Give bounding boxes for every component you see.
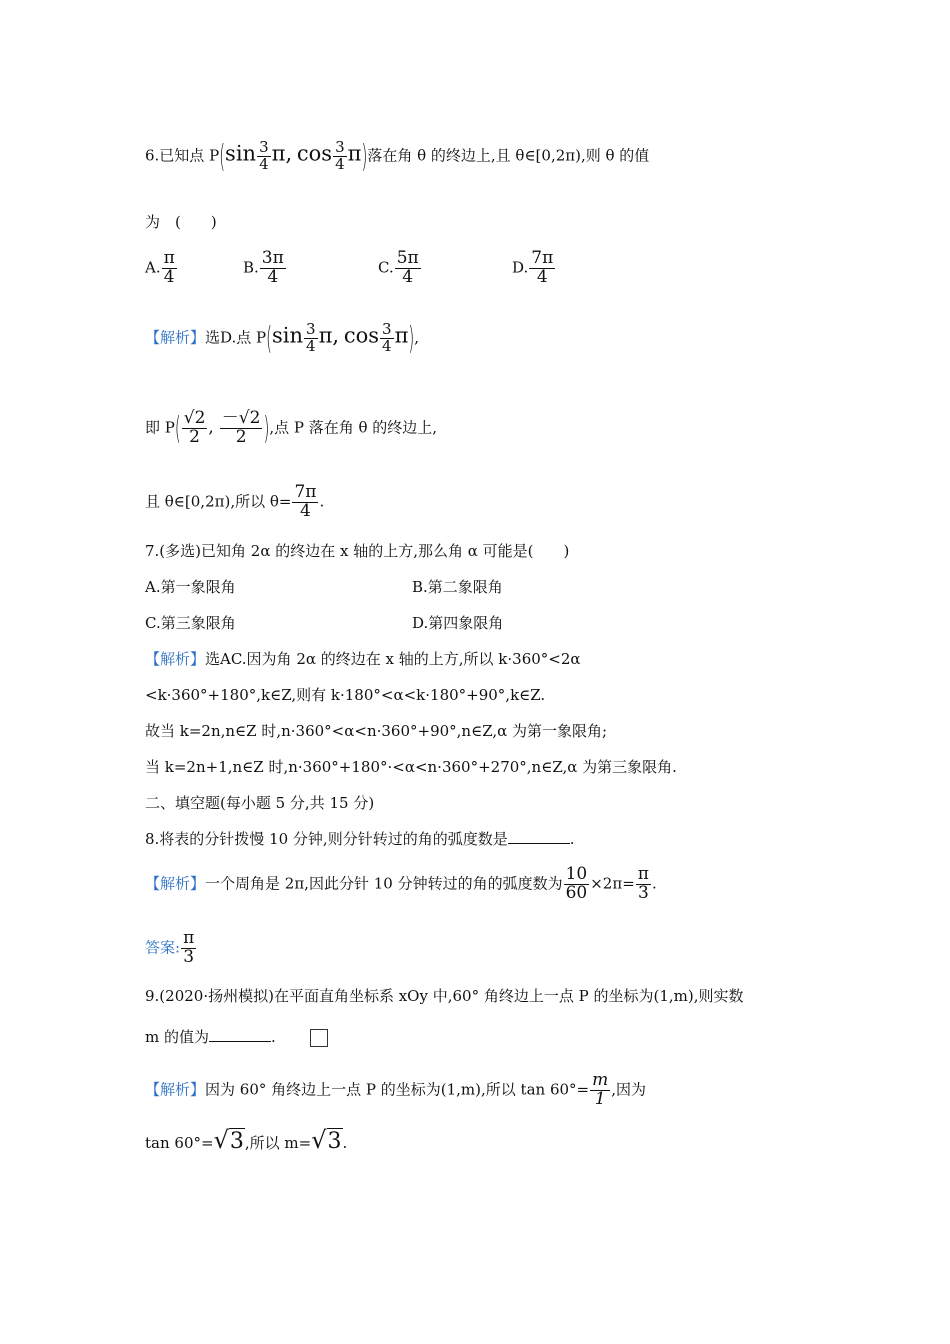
q6-cos: cos [296,141,333,166]
q7-analysis-line3: 故当 k=2n,n∈Z 时,n·360°<α<n·360°+90°,n∈Z,α 为第一象限角; [145,722,608,740]
checkbox-icon [310,1029,328,1047]
fraction: $\frac{3}{4}$ [259,138,269,173]
q6-option-a: A. $\frac{\pi}{4}$ [145,248,175,287]
q7-option-b: B.第二象限角 [412,578,503,596]
fraction: $\frac{3}{4}$ [335,138,345,173]
q7-analysis-line1: 【解析】选AC.因为角 2α 的终边在 x 轴的上方,所以 k·360°<2α [145,650,581,668]
q9-analysis-line1: 【解析】因为 60° 角终边上一点 P 的坐标为(1,m),所以 tan 60°= $\frac{m}{1}$ ,因为 [145,1070,647,1109]
q7-analysis-line4: 当 k=2n+1,n∈Z 时,n·360°+180°·<α<n·360°+270°,n∈Z,α 为第三象限角. [145,758,677,776]
analysis-tag: 【解析】 [145,328,206,347]
answer-blank [508,829,570,844]
q8-answer: 答案: $\frac{\pi}{3}$ [145,928,195,967]
q7-analysis-line2: <k·360°+180°,k∈Z,则有 k·180°<α<k·180°+90°,k∈Z. [145,686,546,704]
answer-blank [209,1027,271,1042]
analysis-tag: 【解析】 [145,874,206,893]
q9-stem-line2: m 的值为 . [145,1027,328,1047]
q6-analysis-line3: 且 θ∈[0,2π),所以 θ= $\frac{7\pi}{4}$ . [145,482,325,521]
q6-analysis-line1: 【解析】选D.点 P(sin $\frac{3}{4}$ π, cos $\frac{3}{4}$ π), [145,319,420,358]
sqrt-icon: √ [213,1126,229,1154]
section-heading: 二、填空题(每小题 5 分,共 15 分) [145,794,375,812]
q9-analysis-line2: tan 60°=√3,所以 m=√3. [145,1126,348,1154]
q6-option-c: C. $\frac{5\pi}{4}$ [378,248,419,287]
sqrt-icon: √ [311,1126,327,1154]
q8-analysis: 【解析】一个周角是 2π,因此分针 10 分钟转过的角的弧度数为 $\frac{10}{60}$ ×2π= $\frac{\pi}{3}$ . [145,864,657,903]
q6-option-d: D. $\frac{7\pi}{4}$ [512,248,554,287]
q6-option-b: B. $\frac{3\pi}{4}$ [243,248,284,287]
q7-option-a: A.第一象限角 [145,578,236,596]
q6-sin: sin [225,141,257,166]
q6-analysis-line2: 即 P( $\frac{√2}{2}$ , $\frac{-√2}{2}$ ),点 P 落在角 θ 的终边上, [145,408,438,448]
q7-option-c: C.第三象限角 [145,614,236,632]
analysis-tag: 【解析】 [145,1080,206,1099]
q8-stem: 8.将表的分针拨慢 10 分钟,则分针转过的角的弧度数是 . [145,830,575,848]
q7-stem: 7.(多选)已知角 2α 的终边在 x 轴的上方,那么角 α 可能是( ) [145,542,570,560]
q6-stem-line2: 为 ( ) [145,213,217,231]
q9-stem: 9.(2020·扬州模拟)在平面直角坐标系 xOy 中,60° 角终边上一点 P 的坐标为(1,m),则实数 [145,987,744,1005]
q7-option-d: D.第四象限角 [412,614,504,632]
q6-stem: 6.已知点 P(sin $\frac{3}{4}$ π, cos $\frac{3}{4}$ π)落在角 θ 的终边上,且 θ∈[0,2π),则 θ 的值 [145,137,650,176]
analysis-tag: 【解析】 [145,650,206,668]
